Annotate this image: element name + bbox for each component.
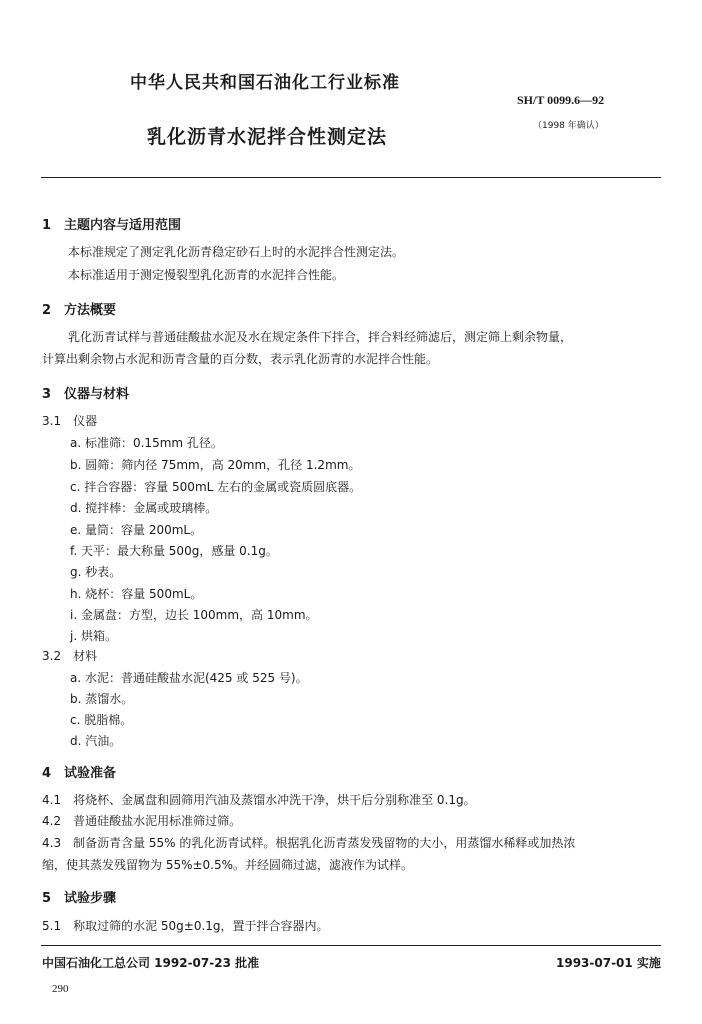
material-item: b. 蒸馏水。 [70, 692, 134, 706]
footer-divider [41, 945, 661, 946]
equipment-item: b. 圆筛：筛内径 75mm，高 20mm，孔径 1.2mm。 [70, 458, 361, 472]
org-title: 中华人民共和国石油化工行业标准 [130, 73, 400, 93]
document-title: 乳化沥青水泥拌合性测定法 [147, 126, 388, 148]
section-4-item-1: 4.1 将烧杯、金属盘和圆筛用汽油及蒸馏水冲洗干净，烘干后分别称准至 0.1g。 [42, 793, 476, 807]
section-4-item-2: 4.2 普通硅酸盐水泥用标准筛过筛。 [42, 814, 242, 828]
standard-code: SH/T 0099.6—92 [517, 93, 605, 107]
equipment-item: i. 金属盘：方型，边长 100mm，高 10mm。 [70, 608, 318, 622]
title-divider [41, 177, 661, 178]
equipment-item: c. 拌合容器：容量 500mL 左右的金属或瓷质圆底器。 [70, 480, 362, 494]
equipment-item: g. 秒表。 [70, 565, 122, 579]
material-item: a. 水泥：普通硅酸盐水泥(425 或 525 号)。 [70, 671, 308, 685]
material-item: d. 汽油。 [70, 734, 122, 748]
subsection-3-2-heading: 3.2 材料 [42, 649, 98, 663]
section-5-item-1: 5.1 称取过筛的水泥 50g±0.1g，置于拌合容器内。 [42, 919, 329, 933]
section-1-heading: 1 主题内容与适用范围 [42, 218, 182, 233]
equipment-item: j. 烘箱。 [70, 629, 117, 643]
section-4-item-3-line-1: 4.3 制备沥青含量 55% 的乳化沥青试样。根据乳化沥青蒸发残留物的大小，用蒸馏水稀释或加热浓 [42, 836, 576, 850]
section-2-para-1: 乳化沥青试样与普通硅酸盐水泥及水在规定条件下拌合，拌合料经筛滤后，测定筛上剩余物量， [68, 330, 573, 344]
equipment-item: h. 烧杯：容量 500mL。 [70, 587, 203, 601]
approval-info: 中国石油化工总公司 1992-07-23 批准 [42, 956, 260, 970]
equipment-item: e. 量筒：容量 200mL。 [70, 523, 203, 537]
equipment-item: d. 搅拌棒：金属或玻璃棒。 [70, 501, 218, 515]
section-1-para-2: 本标准适用于测定慢裂型乳化沥青的水泥拌合性能。 [68, 268, 345, 282]
section-4-item-3-line-2: 缩，使其蒸发残留物为 55%±0.5%。并经圆筛过滤，滤液作为试样。 [42, 858, 414, 872]
section-2-heading: 2 方法概要 [42, 303, 117, 318]
section-4-heading: 4 试验准备 [42, 766, 117, 781]
section-3-heading: 3 仪器与材料 [42, 387, 130, 402]
effective-date: 1993-07-01 实施 [556, 956, 661, 970]
subsection-3-1-heading: 3.1 仪器 [42, 414, 98, 428]
section-1-para-1: 本标准规定了测定乳化沥青稳定砂石上时的水泥拌合性测定法。 [68, 245, 405, 259]
section-2-para-2: 计算出剩余物占水泥和沥青含量的百分数，表示乳化沥青的水泥拌合性能。 [42, 352, 439, 366]
equipment-item: a. 标准筛：0.15mm 孔径。 [70, 436, 223, 450]
material-item: c. 脱脂棉。 [70, 713, 133, 727]
confirmation-note: （1998 年确认） [533, 121, 604, 131]
section-5-heading: 5 试验步骤 [42, 891, 117, 906]
page-number: 290 [52, 983, 69, 995]
equipment-item: f. 天平：最大称量 500g，感量 0.1g。 [70, 544, 278, 558]
